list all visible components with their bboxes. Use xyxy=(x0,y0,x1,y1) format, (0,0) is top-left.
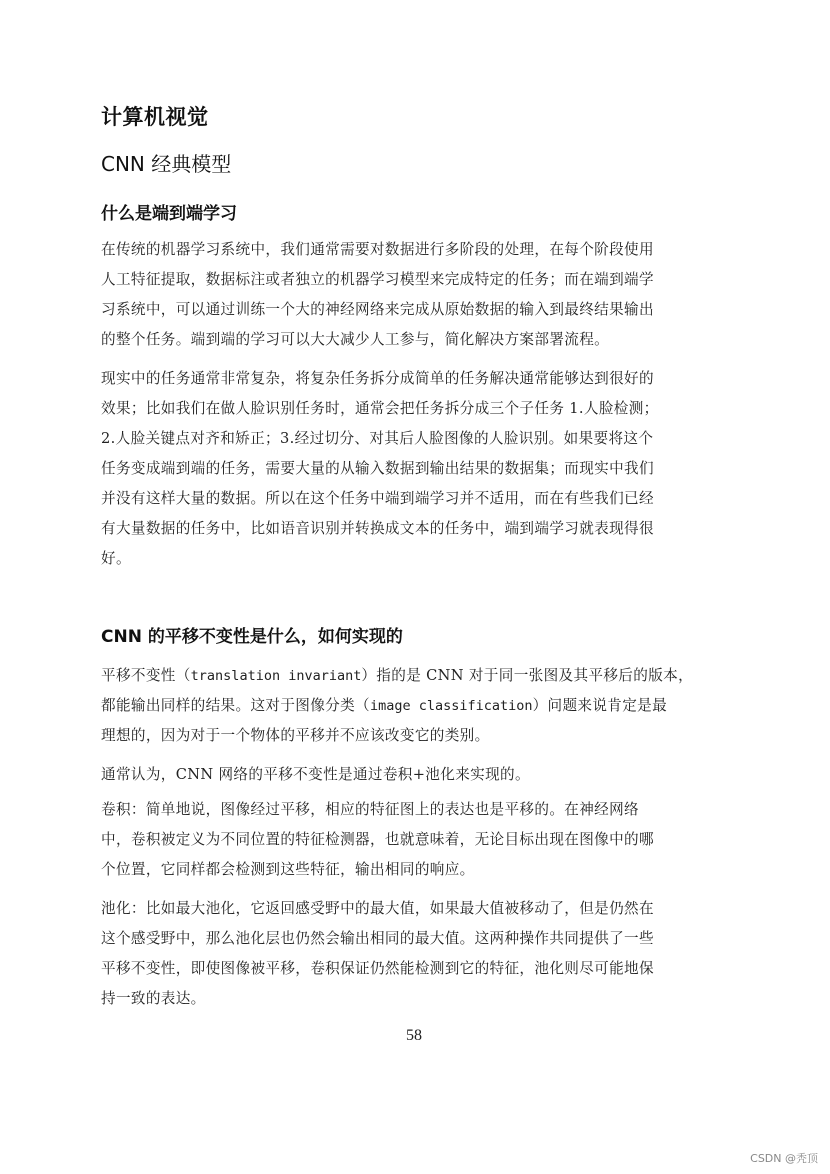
paragraph-line: 习系统中，可以通过训练一个大的神经网络来完成从原始数据的输入到最终结果输出 xyxy=(101,301,654,318)
paragraph-line: 卷积：简单地说，图像经过平移，相应的特征图上的表达也是平移的。在神经网络 xyxy=(101,801,639,818)
page-number: 58 xyxy=(406,1027,422,1044)
paragraph-line: 任务变成端到端的任务，需要大量的从输入数据到输出结果的数据集；而现实中我们 xyxy=(101,460,654,477)
paragraph-line: 在传统的机器学习系统中，我们通常需要对数据进行多阶段的处理，在每个阶段使用 xyxy=(101,241,654,258)
code-term: translation invariant xyxy=(190,668,362,684)
paragraph-line: 效果；比如我们在做人脸识别任务时，通常会把任务拆分成三个子任务 1.人脸检测； xyxy=(101,400,659,417)
watermark: CSDN @秃顶 xyxy=(750,1152,818,1165)
paragraph-line: 个位置，它同样都会检测到这些特征，输出相同的响应。 xyxy=(101,861,475,878)
paragraph-line: 平移不变性，即使图像被平移，卷积保证仍然能检测到它的特征，池化则尽可能地保 xyxy=(101,960,654,977)
paragraph-line: 这个感受野中，那么池化层也仍然会输出相同的最大值。这两种操作共同提供了一些 xyxy=(101,930,654,947)
subsection-heading-translation-invariance: CNN 的平移不变性是什么，如何实现的 xyxy=(101,627,403,647)
text-segment: ）指的是 CNN 对于同一张图及其平移后的版本， xyxy=(361,667,694,684)
text-segment: ）问题来说肯定是最 xyxy=(532,697,668,714)
subsection-heading-end-to-end: 什么是端到端学习 xyxy=(101,204,237,224)
paragraph-line: 池化：比如最大池化，它返回感受野中的最大值，如果最大值被移动了，但是仍然在 xyxy=(101,900,654,917)
paragraph-line: 2.人脸关键点对齐和矫正；3.经过切分、对其后人脸图像的人脸识别。如果要将这个 xyxy=(101,430,654,447)
paragraph-line: 并没有这样大量的数据。所以在这个任务中端到端学习并不适用，而在有些我们已经 xyxy=(101,490,654,507)
paragraph-line: 通常认为，CNN 网络的平移不变性是通过卷积+池化来实现的。 xyxy=(101,766,530,783)
paragraph-line: 人工特征提取，数据标注或者独立的机器学习模型来完成特定的任务；而在端到端学 xyxy=(101,271,654,288)
paragraph-line xyxy=(101,696,667,716)
page-title: 计算机视觉 xyxy=(101,105,209,129)
section-heading: CNN 经典模型 xyxy=(101,152,232,176)
paragraph-line: 的整个任务。端到端的学习可以大大减少人工参与，简化解决方案部署流程。 xyxy=(101,331,610,348)
paragraph-line: 好。 xyxy=(101,550,131,567)
paragraph-line: 持一致的表达。 xyxy=(101,990,206,1007)
text-segment: 平移不变性（ xyxy=(101,667,191,684)
paragraph-line: 中，卷积被定义为不同位置的特征检测器，也就意味着，无论目标出现在图像中的哪 xyxy=(101,831,654,848)
paragraph-line: 理想的，因为对于一个物体的平移并不应该改变它的类别。 xyxy=(101,727,490,744)
paragraph-line: 有大量数据的任务中，比如语音识别并转换成文本的任务中，端到端学习就表现得很 xyxy=(101,520,654,537)
code-term: image classification xyxy=(370,698,533,714)
paragraph-line xyxy=(101,666,693,686)
paragraph-line: 现实中的任务通常非常复杂，将复杂任务拆分成简单的任务解决通常能够达到很好的 xyxy=(101,370,654,387)
text-segment: 都能输出同样的结果。这对于图像分类（ xyxy=(101,697,370,714)
